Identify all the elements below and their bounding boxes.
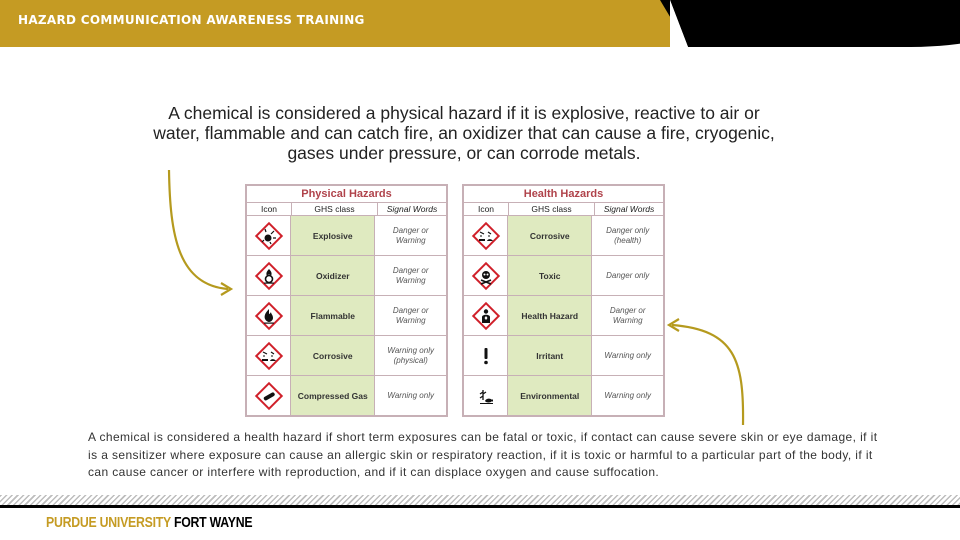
ghs-class: Oxidizer: [291, 256, 375, 295]
ghs-class: Irritant: [508, 336, 592, 375]
header-title: HAZARD COMMUNICATION AWARENESS TRAINING: [18, 13, 365, 27]
gas-cylinder-icon: [247, 376, 291, 415]
table-row: [464, 336, 663, 376]
environment-icon: [464, 376, 508, 415]
ghs-class: Flammable: [291, 296, 375, 335]
exclamation-mark-icon: [464, 336, 508, 375]
signal-words: Warning only (physical): [387, 345, 434, 365]
footer-divider: [0, 505, 960, 508]
column-header-class: GHS class: [292, 203, 378, 215]
health-hazard-description: A chemical is considered a health hazard if short term exposures can be fatal or toxic, if contact can cause severe skin or eye damage, if it is a sensitizer where exposure can cause an allergic skin or respiratory reaction, if it is toxic or harmful to a particular part of the body, if it can cause cancer or interfere with reproduction, and if it can displace oxygen and cause suffocation.: [88, 430, 878, 479]
signal-words: Danger or Warning: [609, 305, 646, 325]
signal-words: Danger or Warning: [392, 225, 429, 245]
ghs-class: Explosive: [291, 216, 375, 255]
exploding-bomb-icon: [247, 216, 291, 255]
ghs-class: Health Hazard: [508, 296, 592, 335]
physical-hazards-table: [245, 184, 448, 417]
table-header-row: [247, 203, 446, 216]
table-row: [247, 296, 446, 336]
table-row: [464, 296, 663, 336]
table-row: [247, 216, 446, 256]
ghs-class: Compressed Gas: [291, 376, 375, 415]
signal-words: Warning only: [387, 390, 434, 400]
table-row: [464, 376, 663, 415]
table-row: [464, 216, 663, 256]
physical-hazard-description: A chemical is considered a physical hazard if it is explosive, reactive to air or water, flammable and can catch fire, an oxidizer that can cause a fire, cryogenic, gases under pressure, or can corrode metals.: [153, 103, 775, 163]
corrosion-icon: [464, 216, 508, 255]
signal-words: Danger or Warning: [392, 265, 429, 285]
logo-campus-text: FORT WAYNE: [173, 514, 253, 531]
table-row: [247, 336, 446, 376]
column-header-icon: Icon: [247, 203, 292, 215]
table-row: [247, 376, 446, 415]
ghs-class: Corrosive: [508, 216, 592, 255]
signal-words: Danger only (health): [606, 225, 650, 245]
flame-icon: [247, 296, 291, 335]
purdue-fort-wayne-logo: [46, 514, 252, 531]
ghs-class: Environmental: [508, 376, 592, 415]
logo-university-text: PURDUE UNIVERSITY: [46, 514, 171, 531]
ghs-class: Corrosive: [291, 336, 375, 375]
column-header-signal: Signal Words: [386, 204, 438, 214]
column-header-class: GHS class: [509, 203, 595, 215]
flame-over-circle-icon: [247, 256, 291, 295]
health-hazard-icon: [464, 296, 508, 335]
column-header-signal: Signal Words: [603, 204, 655, 214]
table-title: Physical Hazards: [247, 186, 446, 203]
table-row: [464, 256, 663, 296]
skull-crossbones-icon: [464, 256, 508, 295]
health-hazards-table: [462, 184, 665, 417]
signal-words: Warning only: [604, 350, 651, 360]
table-title: Health Hazards: [464, 186, 663, 203]
right-arrow: [669, 319, 743, 425]
signal-words: Danger or Warning: [392, 305, 429, 325]
column-header-icon: Icon: [464, 203, 509, 215]
table-header-row: [464, 203, 663, 216]
signal-words: Danger only: [606, 270, 650, 280]
signal-words: Warning only: [604, 390, 651, 400]
table-row: [247, 256, 446, 296]
footer-hatch-stripe: [0, 495, 960, 505]
left-arrow: [169, 170, 231, 295]
ghs-class: Toxic: [508, 256, 592, 295]
corrosion-icon: [247, 336, 291, 375]
